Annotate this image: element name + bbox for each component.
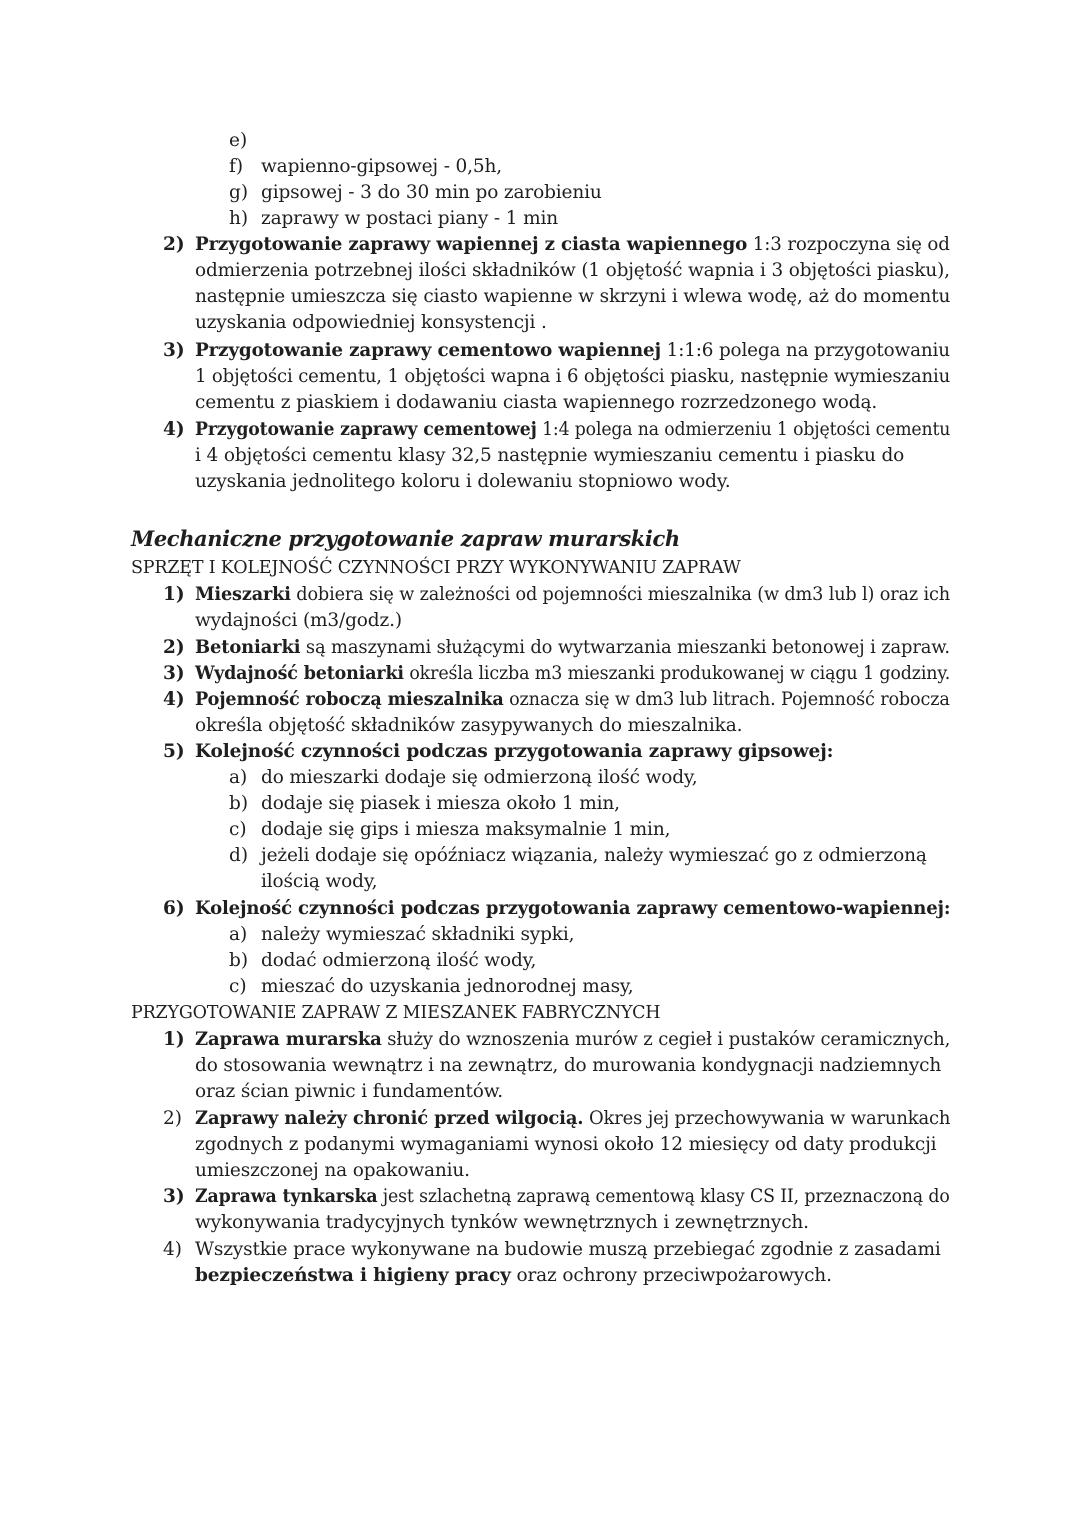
list-item-line: ilością wody, <box>261 871 378 892</box>
list-item-bold: Kolejność czynności podczas przygotowania zaprawy cementowo-wapiennej: <box>195 898 951 919</box>
list-item-text: 1:4 polega na odmierzeniu 1 objętości cementu <box>536 419 951 440</box>
list-item <box>195 1184 950 1210</box>
list-item-line: odmierzenia potrzebnej ilości składników (1 objętość wapnia i 3 objętości piasku), <box>195 260 950 281</box>
list-item-bold: Przygotowanie zaprawy cementowo wapiennej <box>195 340 662 361</box>
list-item-line: zgodnych z podanymi wymaganiami wynosi około 12 miesięcy od daty produkcji <box>195 1134 937 1155</box>
list-marker: 4) <box>163 419 185 440</box>
list-item-line: uzyskania jednolitego koloru i dolewaniu stopniowo wody. <box>195 471 731 492</box>
list-item-text: 1:3 rozpoczyna się od <box>747 234 950 255</box>
list-item <box>195 896 950 922</box>
list-marker: b) <box>229 950 249 971</box>
list-marker: h) <box>229 208 249 229</box>
section-title: Mechaniczne przygotowanie zapraw murarskich <box>131 526 680 551</box>
list-item-line: następnie umieszcza się ciasto wapienne w skrzyni i wlewa wodę, aż do momentu <box>195 286 951 307</box>
section-subheading: SPRZĘT I KOLEJNOŚĆ CZYNNOŚCI PRZY WYKONYWANIU ZAPRAW <box>131 558 741 578</box>
list-item: Wszystkie prace wykonywane na budowie muszą przebiegać zgodnie z zasadami <box>195 1239 941 1260</box>
list-marker: 6) <box>163 898 185 919</box>
list-marker: b) <box>229 793 249 814</box>
list-item: gipsowej - 3 do 30 min po zarobieniu <box>261 182 602 203</box>
list-marker: 2) <box>163 637 185 658</box>
list-item-bold: Przygotowanie zaprawy wapiennej z ciasta wapiennego <box>195 234 748 255</box>
list-marker: 5) <box>163 741 185 762</box>
list-item <box>195 739 833 765</box>
list-item <box>195 1106 950 1132</box>
list-marker: 2) <box>163 234 185 255</box>
list-item-line: uzyskania odpowiedniej konsystencji . <box>195 312 547 333</box>
list-marker: 1) <box>163 1029 185 1050</box>
list-item-line: 1 objętości cementu, 1 objętości wapna i 6 objętości piasku, następnie wymieszaniu <box>195 366 951 387</box>
list-item <box>195 417 950 443</box>
list-item-bold: Betoniarki <box>195 637 301 658</box>
list-item: jeżeli dodaje się opóźniacz wiązania, należy wymieszać go z odmierzoną <box>261 845 927 866</box>
list-marker: a) <box>229 767 248 788</box>
list-item: zaprawy w postaci piany - 1 min <box>261 208 559 229</box>
list-marker: d) <box>229 845 249 866</box>
list-item <box>195 661 950 687</box>
list-marker: a) <box>229 924 248 945</box>
list-item-line <box>195 1263 832 1289</box>
list-item <box>195 635 950 661</box>
list-item: dodać odmierzoną ilość wody, <box>261 950 537 971</box>
list-item <box>195 582 950 608</box>
list-item: dodaje się piasek i miesza około 1 min, <box>261 793 620 814</box>
list-item-bold: Pojemność roboczą mieszalnika <box>195 689 504 710</box>
list-item: dodaje się gips i miesza maksymalnie 1 min, <box>261 819 671 840</box>
list-marker: 2) <box>163 1108 182 1129</box>
list-item-text: określa liczba m3 mieszanki produkowanej w ciągu 1 godziny. <box>403 663 951 684</box>
list-item: należy wymieszać składniki sypki, <box>261 924 575 945</box>
list-marker: f) <box>229 156 244 177</box>
list-item-line: wydajności (m3/godz.) <box>195 610 402 631</box>
list-marker: 4) <box>163 689 185 710</box>
list-item: mieszać do uzyskania jednorodnej masy, <box>261 976 634 997</box>
list-item <box>195 687 950 713</box>
list-marker: 1) <box>163 584 185 605</box>
list-item-text: Okres jej przechowywania w warunkach <box>583 1108 951 1129</box>
list-item-line: do stosowania wewnątrz i na zewnątrz, do murowania kondygnacji nadziemnych <box>195 1055 942 1076</box>
list-item-bold: Mieszarki <box>195 584 291 605</box>
list-marker: 3) <box>163 340 185 361</box>
list-marker: 3) <box>163 1186 185 1207</box>
list-item <box>195 338 950 364</box>
section-subheading: PRZYGOTOWANIE ZAPRAW Z MIESZANEK FABRYCZNYCH <box>131 1003 661 1023</box>
list-item <box>195 232 950 258</box>
list-item-text: są maszynami służącymi do wytwarzania mieszanki betonowej i zapraw. <box>300 637 950 658</box>
list-item-bold: Zaprawy należy chronić przed wilgocią. <box>195 1108 584 1129</box>
list-item-text: oraz ochrony przeciwpożarowych. <box>510 1265 832 1286</box>
list-marker: c) <box>229 976 247 997</box>
list-marker: e) <box>229 130 248 151</box>
list-marker: 4) <box>163 1239 182 1260</box>
list-item: wapienno-gipsowej - 0,5h, <box>261 156 503 177</box>
list-item-line: określa objętość składników zasypywanych do mieszalnika. <box>195 715 743 736</box>
list-item-bold: bezpieczeństwa i higieny pracy <box>195 1265 511 1286</box>
list-item-bold: Kolejność czynności podczas przygotowania zaprawy gipsowej: <box>195 741 834 762</box>
list-item-bold: Przygotowanie zaprawy cementowej <box>195 419 537 440</box>
list-item-line: i 4 objętości cementu klasy 32,5 następnie wymieszaniu cementu i piasku do <box>195 445 905 466</box>
list-item-line: oraz ścian piwnic i fundamentów. <box>195 1081 503 1102</box>
list-item-bold: Zaprawa tynkarska <box>195 1186 378 1207</box>
list-item-text: jest szlachetną zaprawą cementową klasy CS II, przeznaczoną do <box>377 1186 950 1207</box>
list-item-line: cementu z piaskiem i dodawaniu ciasta wapiennego rozrzedzonego wodą. <box>195 392 878 413</box>
list-item <box>195 1027 950 1053</box>
list-item-text: dobiera się w zależności od pojemności mieszalnika (w dm3 lub l) oraz ich <box>290 584 951 605</box>
list-item-text: służy do wznoszenia murów z cegieł i pustaków ceramicznych, <box>381 1029 951 1050</box>
list-item-line: wykonywania tradycyjnych tynków wewnętrznych i zewnętrznych. <box>195 1212 809 1233</box>
list-marker: 3) <box>163 663 185 684</box>
list-item-text: oznacza się w dm3 lub litrach. Pojemność robocza <box>503 689 950 710</box>
list-item-bold: Zaprawa murarska <box>195 1029 382 1050</box>
list-item: do mieszarki dodaje się odmierzoną ilość wody, <box>261 767 698 788</box>
list-item-line: umieszczonej na opakowaniu. <box>195 1160 470 1181</box>
list-marker: g) <box>229 182 249 203</box>
list-marker: c) <box>229 819 247 840</box>
list-item-text: 1:1:6 polega na przygotowaniu <box>661 340 950 361</box>
list-item-bold: Wydajność betoniarki <box>195 663 404 684</box>
